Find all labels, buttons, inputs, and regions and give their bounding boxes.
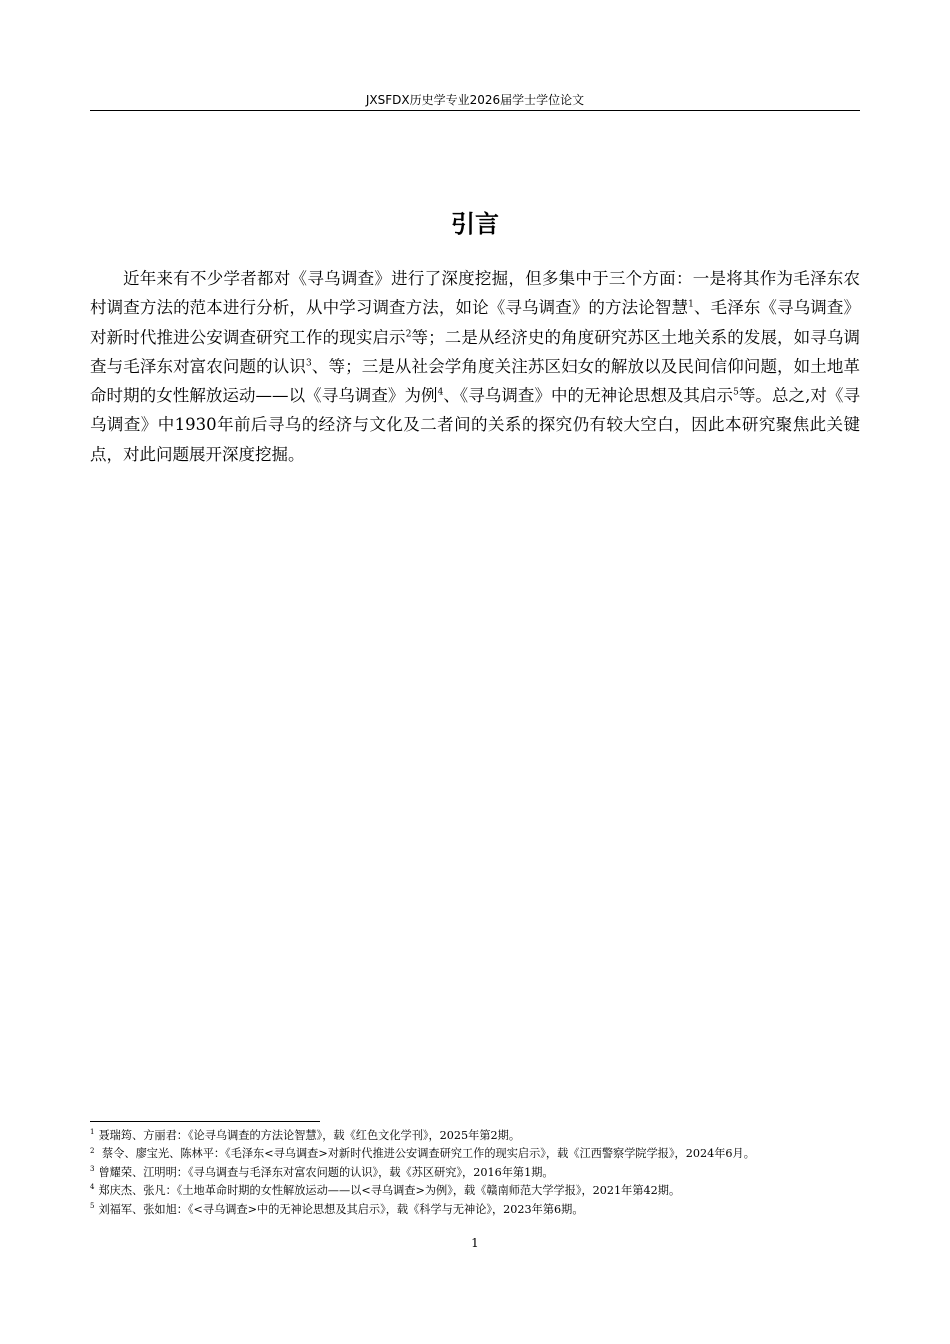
- section-title: 引言: [451, 210, 499, 238]
- footnote-ref[interactable]: 2: [405, 329, 412, 340]
- footnote-number: 4: [90, 1183, 95, 1192]
- body-paragraph: [90, 264, 860, 469]
- footnote-item: [90, 1127, 860, 1145]
- body-text-segment: 等；二是从经济史的角度研究苏区土地关系的发展，如寻乌调查与毛泽东对富农问题的认识: [90, 327, 861, 376]
- body-text-segment: 等。总之,对《寻乌调查》中1930年前后寻乌的经济与文化及二者间的关系的探究仍有较大空白，因此本研究聚焦此关键点，对此问题展开深度挖掘。: [90, 386, 861, 464]
- footnote-separator: [90, 1121, 320, 1122]
- footnote-text: 蔡令、廖宝光、陈林平：《毛泽东<寻乌调查>对新时代推进公安调查研究工作的现实启示》，载《江西警察学院学报》，2024年6月。: [98, 1147, 755, 1161]
- body-text-segment: 、等；三是从社会学角度关注苏区妇女的解放以及民间信仰问题，如土地革命时期的女性解放运动——以《寻乌调查》为例: [90, 356, 861, 406]
- footnote-list: [90, 1127, 860, 1219]
- body-text-segment: 、毛泽东《寻乌调查》对新时代推进公安调查研究工作的现实启示: [90, 298, 861, 347]
- footnote-ref[interactable]: 4: [437, 387, 444, 398]
- footnote-text: 郑庆杰、张凡：《土地革命时期的女性解放运动——以<寻乌调查>为例》，载《赣南师范大学学报》，2021年第42期。: [98, 1184, 681, 1198]
- footnote-item: [90, 1145, 860, 1163]
- running-header: JXSFDX历史学专业2026届学士学位论文: [365, 93, 585, 107]
- footnote-item: [90, 1164, 860, 1182]
- footnote-ref[interactable]: 3: [306, 358, 312, 369]
- footnote-ref[interactable]: 1: [688, 299, 694, 310]
- footnote-ref[interactable]: 5: [733, 387, 739, 398]
- footnote-text: 聂瑞筠、方丽君：《论寻乌调查的方法论智慧》，载《红色文化学刊》，2025年第2期。: [98, 1129, 521, 1142]
- footnote-number: 5: [90, 1201, 95, 1210]
- footnote-text: 刘福军、张如旭：《<寻乌调查>中的无神论思想及其启示》，载《科学与无神论》，2023年第6期。: [98, 1202, 584, 1216]
- footnote-item: [90, 1201, 860, 1219]
- page-number: 1: [471, 1236, 479, 1250]
- footnote-number: 3: [90, 1165, 95, 1174]
- body-text-segment: 近年来有不少学者都对《寻乌调查》进行了深度挖掘，但多集中于三个方面：一是将其作为毛泽东农村调查方法的范本进行分析，从中学习调查方法，如论《寻乌调查》的方法论智慧: [90, 269, 860, 318]
- body-text-segment: 、《寻乌调查》中的无神论思想及其启示: [443, 386, 734, 406]
- footnote-number: 2: [90, 1146, 95, 1155]
- footnote-item: [90, 1182, 860, 1200]
- footnote-number: 1: [90, 1128, 95, 1137]
- footnote-text: 曾耀荣、江明明：《寻乌调查与毛泽东对富农问题的认识》，载《苏区研究》，2016年第1期。: [98, 1165, 554, 1179]
- header-rule: [90, 110, 860, 111]
